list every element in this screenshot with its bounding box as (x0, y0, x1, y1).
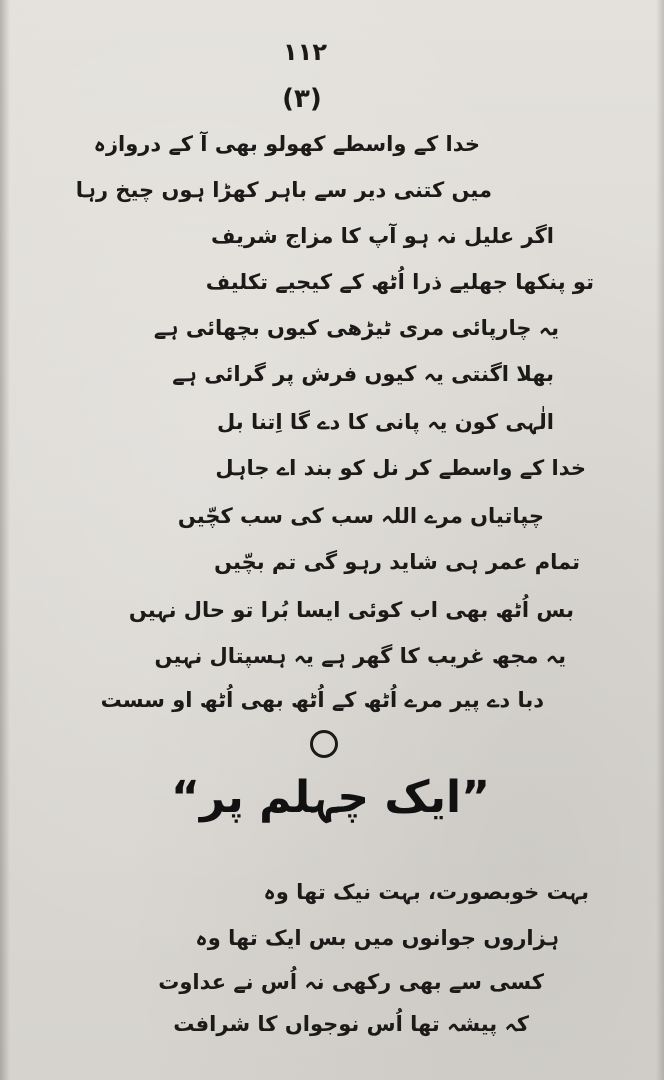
poem-line: چپاتیاں مرے اللہ سب کی سب کچّیں (177, 504, 544, 528)
poem-title: ”ایک چہلم پر“ (171, 772, 490, 823)
poem-line: ہزاروں جوانوں میں بس ایک تھا وہ (195, 926, 559, 950)
poem-line: الٰہی کون یہ پانی کا دے گا اِتنا بل (217, 410, 554, 434)
poem-line: اگر علیل نہ ہو آپ کا مزاج شریف (211, 224, 554, 248)
poem-line: یہ چارپائی مری ٹیڑھی کیوں بچھائی ہے (153, 316, 559, 340)
section-number: (۳) (282, 84, 322, 114)
poem-line: خدا کے واسطے کھولو بھی آ کے دروازہ (93, 132, 480, 156)
poem-line: خدا کے واسطے کر نل کو بند اے جاہل (215, 456, 586, 480)
page-number: ۱۱۲ (283, 38, 327, 66)
poem-line: دبا دے پیر مرے اُٹھ کے اُٹھ بھی اُٹھ او سست (100, 688, 544, 712)
poem-line: بہت خوبصورت، بہت نیک تھا وہ (263, 880, 589, 904)
poem-line: کسی سے بھی رکھی نہ اُس نے عداوت (158, 970, 544, 994)
poem-line: تو پنکھا جھلیے ذرا اُٹھ کے کیجیے تکلیف (205, 270, 594, 294)
poem-line: تمام عمر ہی شاید رہو گی تم بچّیں (214, 550, 580, 574)
poem-line: بھلا اگنتی یہ کیوں فرش پر گرائی ہے (172, 362, 554, 386)
poem-line: کہ پیشہ تھا اُس نوجواں کا شرافت (173, 1012, 529, 1036)
poem-line: میں کتنی دیر سے باہر کھڑا ہوں چیخ رہا (75, 178, 492, 202)
page-shadow-left (0, 0, 10, 1080)
poem-line: یہ مجھ غریب کا گھر ہے یہ ہسپتال نہیں (154, 644, 566, 668)
page-shadow-right (656, 0, 664, 1080)
circle-ornament-icon (310, 730, 338, 758)
poem-line: بس اُٹھ بھی اب کوئی ایسا بُرا تو حال نہیں (128, 598, 574, 622)
